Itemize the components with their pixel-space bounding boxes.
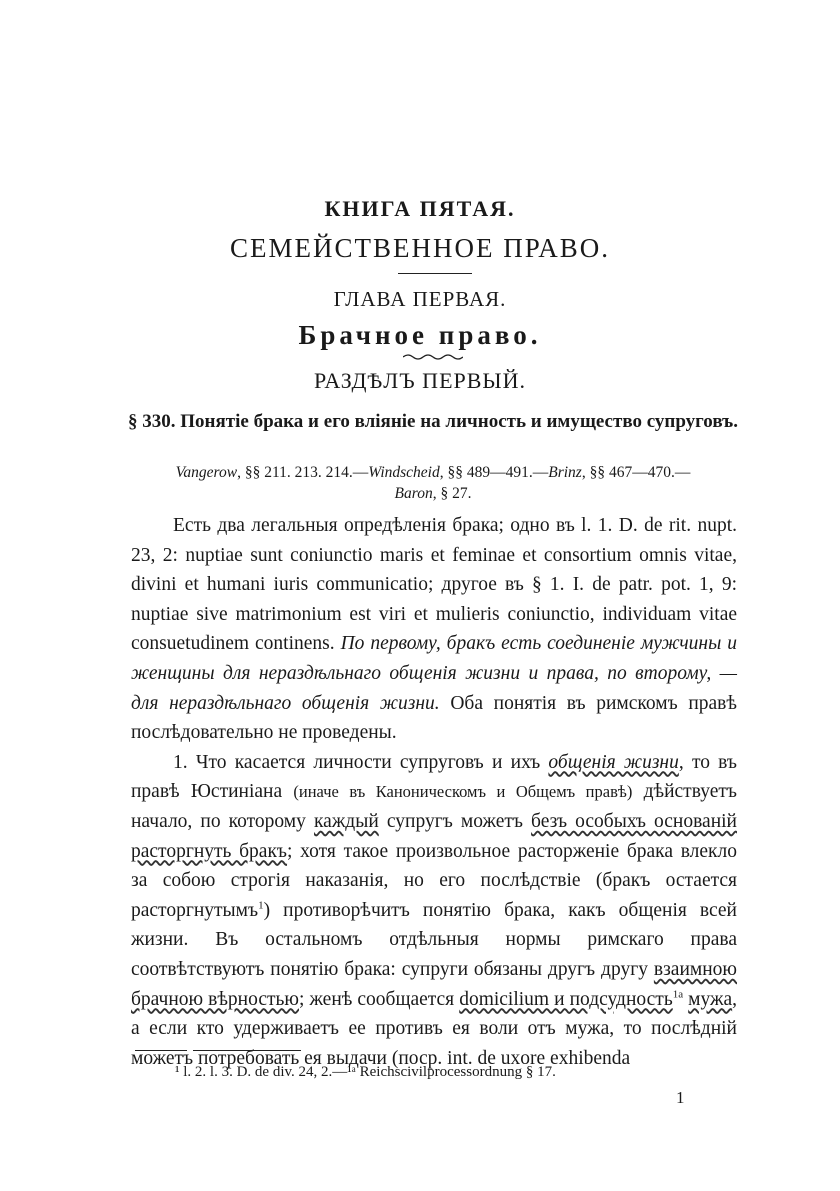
lit-author: Baron [394, 485, 433, 502]
part-label: РАЗДѢЛЪ ПЕРВЫЙ. [314, 368, 526, 393]
footnote: ¹ l. 2. l. 3. D. de div. 24, 2.—¹ᵃ Reichscivilprocessordnung § 17. [175, 1064, 556, 1080]
lit-author: Vangerow [175, 464, 238, 481]
underlined-phrase: безъ особыхъ основаній расторгнуть бракъ [131, 810, 737, 862]
title-divider [398, 273, 472, 274]
small-remark: (иначе въ Каноническомъ и Общемъ правѣ) [293, 782, 633, 802]
chapter-title: Брачное право. [298, 320, 542, 350]
lit-ref: , §§ 211. 213. 214.— [237, 464, 369, 481]
book-title: КНИГА ПЯТАЯ. [324, 196, 516, 221]
body-paragraph: Есть два легальныя опредѣленія брака; одно въ l. 1. D. de rit. nupt. 23, 2: nuptiae sunt coniunctio maris et feminae et consortium omnis vitae, divini et humani iuris communicatio; другое въ § 1. I. de patr. pot. 1, 9: nuptiae sive matrimonium est viri et mulieris coniunctio, individuam vitae consuetudinem continens. По первому, бракъ есть соединеніе мужчины и женщины для нераздѣльнаго общенія жизни и права, по второму, — для нераздѣльнаго общенія жизни. Оба понятія въ римскомъ правѣ послѣдовательно не проведены. [131, 515, 737, 744]
body-text [131, 511, 737, 1073]
lit-ref: , §§ 489—491.— [439, 464, 549, 481]
lit-ref: , §§ 467—470.— [581, 464, 691, 481]
lit-ref: , § 27. [432, 485, 472, 502]
page-number: 1 [676, 1088, 685, 1107]
underlined-phrase: мужа [688, 988, 733, 1010]
italic-definition: По первому, бракъ есть соединеніе мужчины и женщины для нераздѣльнаго общенія жизни и права, по второму, — для нераздѣльнаго общенія жизни. [131, 633, 737, 714]
underlined-phrase: общенія жизни [548, 751, 679, 773]
paragraph-heading: § 330. Понятіе брака и его вліяніе на личность и имущество супруговъ. [128, 411, 738, 432]
literature-references [128, 462, 738, 504]
wavy-divider [403, 352, 463, 360]
underlined-phrase: взаимною брачною вѣрностью [131, 958, 737, 1010]
lit-author: Windscheid [368, 464, 440, 481]
chapter-label: ГЛАВА ПЕРВАЯ. [333, 287, 507, 311]
footnote-divider [193, 1050, 301, 1051]
footnote-divider [135, 1050, 187, 1051]
footnote-marker: 1 [258, 899, 264, 912]
lit-author: Brinz [548, 464, 582, 481]
section-title: СЕМЕЙСТВЕННОЕ ПРАВО. [229, 233, 611, 263]
underlined-phrase: каждый [314, 810, 379, 832]
body-paragraph: 1. Что касается личности супруговъ и ихъ общенія жизни, то въ правѣ Юстиніана (иначе въ Каноническомъ и Общемъ правѣ) дѣйствуетъ начало, по которому каждый супругъ можетъ безъ особыхъ основаній расторгнуть бракъ; хотя такое произвольное расторженіе брака влекло за собою строгія наказанія, но его послѣдствіе (бракъ остается расторгнутымъ$^1$) противорѣчитъ понятію брака, какъ общенія всей жизни. Въ остальномъ отдѣльныя нормы римскаго права соотвѣтствуютъ понятію брака: супруги обязаны другъ другу взаимною брачною вѣрностью; женѣ сообщается domicilium и подсудность$^{1a}$ мужа, а если кто удерживаетъ ее противъ ея воли отъ мужа, то послѣдній можетъ потребовать ея выдачи (поср. int. de uxore exhibenda [131, 751, 737, 1069]
footnote-marker: 1a [672, 988, 684, 1000]
underlined-phrase: domicilium и подсудность [459, 988, 673, 1010]
